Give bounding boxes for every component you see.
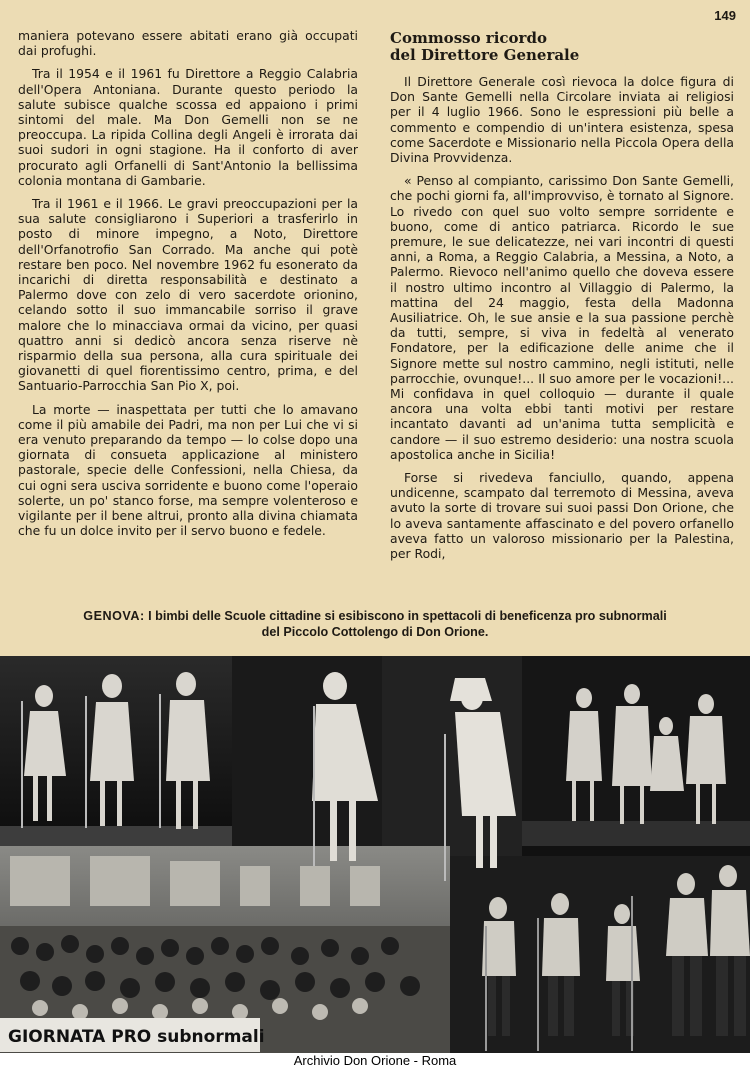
paragraph: Forse si rivedeva fanciullo, quando, appena undicenne, scampato dal terremoto di Messina, aveva avuto la sorte di trovare sui suoi passi Don Orione, che lo aveva santamente affascinato e del povero orfanello aveva fatto un valoroso missionario per la Palestina, per Rodi, [390, 470, 734, 562]
paragraph: Tra il 1954 e il 1961 fu Direttore a Reggio Calabria dell'Opera Antoniana. Durante questo periodo la salute subisce qualche scossa ed appaiono i primi sintomi del male. Ma Don Gemelli non se ne preoccupa. La ripida Collina degli Angeli è irrorata dai suoi sudori in ogni stagione. Ha il conforto di aver procurato agli Orfanelli di Sant'Antonio la bellissima colonia montana di Gambarie. [18, 66, 358, 188]
photo-caption [10, 608, 740, 640]
caption-city: GENOVA: [83, 609, 145, 623]
caption-text: del Piccolo Cottolengo di Don Orione. [261, 625, 489, 639]
banner-text: GIORNATA PRO subnormali [8, 1027, 265, 1047]
paragraph: maniera potevano essere abitati erano già occupati dai profughi. [18, 28, 358, 59]
page-number: 149 [714, 8, 736, 23]
caption-text: I bimbi delle Scuole cittadine si esibiscono in spettacoli di beneficenza pro subnormali [148, 609, 667, 623]
paragraph: Il Direttore Generale così rievoca la dolce figura di Don Sante Gemelli nella Circolare inviata ai religiosi per il 4 luglio 1966. Sono le espressioni più belle a commento e compendio di un'intera esistenza, spesa come Sacerdote e Missionario nella Piccola Opera della Divina Provvidenza. [390, 74, 734, 166]
paragraph: La morte — inaspettata per tutti che lo amavano come il più amabile dei Padri, ma non per Lui che vi si era venuto preparando da tempo — lo colse dopo una giornata di consueta applicazione al ministero pastorale, specie delle Confessioni, nella Chiesa, da cui ogni sera usciva sorridente e buono come l'operaio solerte, un po' stanco forse, ma sempre volenteroso e vigilante per il bene altrui, pronto alla divina chiamata che fu un dolce invito per il servo buono e fedele. [18, 401, 358, 539]
heading-line: del Direttore Generale [390, 46, 580, 64]
paragraph: « Penso al compianto, carissimo Don Sante Gemelli, che pochi giorni fa, all'improvviso, è tornato al Signore. Lo rivedo con quel suo volto sempre sorridente e buono, come di antico patriarca. Ricordo le sue premure, le sue delicatezze, nei vari incontri di questi anni, a Roma, a Reggio Calabria, a Messina, a Noto, a Palermo. Rievoco nell'animo quello che doveva essere il nostro ultimo incontro al Villaggio di Palermo, la mattina del 24 maggio, festa della Madonna Ausiliatrice. Oh, le sue ansie e la sua passione perchè da tutti, sempre, si viva in fedeltà al venerato Fondatore, per la edificazione delle anime che il Signore mette sul nostro cammino, negli istituti, nelle parrocchie, ovunque!... Il suo amore per le vocazioni!... Mi confidava in quel colloquio — durante il quale ancora una volta ebbi tanti motivi per restare incantato davanti ad un'anima tutta semplicità e candore — il suo estremo desiderio: una nostra scuola apostolica anche in Sicilia! [390, 173, 734, 462]
left-text-column [18, 28, 358, 547]
photo-collage [0, 656, 750, 1056]
article-heading [390, 30, 734, 64]
paragraph: Tra il 1961 e il 1966. Le gravi preoccupazioni per la sua salute consigliarono i Superiori a trasferirlo in posto di minore impegno, a Noto, Direttore dell'Orfanotrofio San Corrado. Ma anche qui potè restare ben poco. Nel novembre 1962 fu esonerato da incarichi di diretta responsabilità e destinato a Palermo dove con zelo di vero sacerdote orionino, celando sotto il suo immancabile sorriso il grave malore che lo minacciava ormai da vicino, per quasi quattro anni si dedicò ancora senza riserve nè risparmio della sua persona, alla cura spirituale dei giovanetti di quel fiorentissimo centro, prima, e del Santuario-Parrocchia San Pio X, poi. [18, 196, 358, 394]
archive-footer: Archivio Don Orione - Roma [0, 1053, 750, 1069]
right-text-column [390, 30, 734, 569]
photo-collage-image [0, 656, 750, 1056]
heading-line: Commosso ricordo [390, 29, 547, 47]
